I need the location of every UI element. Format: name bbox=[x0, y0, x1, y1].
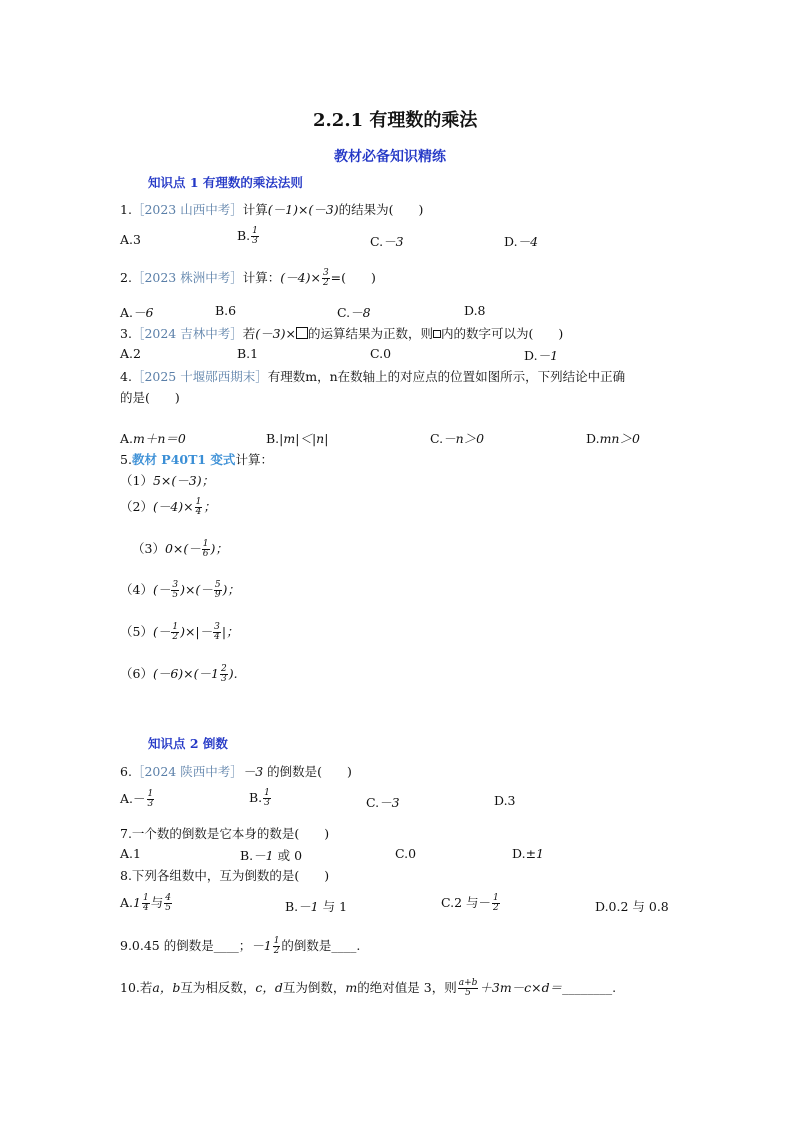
knowledge-point-2: 知识点 2 倒数 bbox=[148, 736, 228, 751]
q6-b-den: 3 bbox=[264, 798, 270, 808]
question-10 bbox=[120, 978, 616, 998]
q3-mid: 的运算结果为正数，则 bbox=[307, 326, 433, 341]
q10-fraction bbox=[458, 979, 479, 998]
q5-2-fraction bbox=[195, 498, 203, 517]
q8-a-den1: 4 bbox=[142, 903, 149, 913]
q3-number: 3. bbox=[120, 326, 132, 341]
q5-4-ad: 5 bbox=[172, 590, 179, 600]
q4-option-c bbox=[430, 429, 484, 447]
q5-textbook-ref: 教材 P40T1 变式 bbox=[131, 452, 236, 467]
q2-source: ［2023 株洲中考］ bbox=[131, 270, 243, 285]
q5-6-tail: ). bbox=[228, 666, 238, 681]
q1-d-value: －4 bbox=[517, 234, 539, 249]
q8-a-fraction-2 bbox=[164, 894, 172, 913]
q3-d-value: －1 bbox=[537, 348, 559, 363]
q7-option-d bbox=[512, 846, 544, 861]
q4-d-value: mn＞0 bbox=[599, 431, 640, 446]
q2-a-value: －6 bbox=[133, 305, 154, 320]
q10-f: m bbox=[345, 980, 358, 995]
q2-fraction bbox=[322, 269, 330, 288]
q8-a-fraction-1 bbox=[142, 894, 150, 913]
q4-b-value: |m|＜|n| bbox=[279, 431, 329, 446]
q9-num: 1 bbox=[273, 936, 280, 946]
q3-option-c: C.0 bbox=[370, 346, 392, 361]
q5-5-ad: 2 bbox=[172, 632, 179, 642]
q8-a-num1: 1 bbox=[142, 893, 149, 903]
q8-c-label: C.2 与－ bbox=[441, 895, 492, 910]
q1-source: ［2023 山西中考］ bbox=[131, 202, 243, 217]
q5-6-a: (－6)×(－1 bbox=[152, 666, 219, 681]
q8-b-tail: 与 1 bbox=[318, 899, 348, 914]
q9-whole: －1 bbox=[251, 938, 272, 953]
q5-5-bd: 4 bbox=[214, 632, 220, 642]
q5-item-3 bbox=[132, 539, 228, 559]
q5-5-a: (－ bbox=[152, 624, 171, 639]
q8-c-fraction bbox=[492, 894, 500, 913]
q8-a-mid: 与 bbox=[150, 895, 164, 910]
q9-part-a: 9.0.45 的倒数是____； bbox=[120, 938, 252, 953]
q4-line1: 有理数m，n在数轴上的对应点的位置如图所示，下列结论中正确 bbox=[267, 369, 626, 384]
q7-option-c: C.0 bbox=[395, 846, 417, 861]
q4-c-label: C. bbox=[430, 431, 444, 446]
q5-4-a: (－ bbox=[152, 582, 171, 597]
q2-pre: 计算： bbox=[242, 270, 281, 285]
q3-source: ［2024 吉林中考］ bbox=[131, 326, 243, 341]
q7-b-value: －1 bbox=[253, 848, 274, 863]
q6-expression: －3 bbox=[242, 764, 264, 779]
q5-5-bn: 3 bbox=[214, 622, 220, 632]
q1-d-label: D. bbox=[504, 234, 518, 249]
q8-a-num2: 4 bbox=[165, 893, 171, 903]
q10-e: 互为倒数， bbox=[282, 980, 346, 995]
question-1 bbox=[120, 200, 423, 218]
q1-b-num: 1 bbox=[252, 226, 258, 236]
q3-option-b: B.1 bbox=[237, 346, 259, 361]
q10-blank: ________. bbox=[562, 980, 617, 995]
q5-5-fraction-a bbox=[171, 623, 179, 642]
q5-4-fraction-b bbox=[214, 581, 222, 600]
q10-g: 的绝对值是 3，则 bbox=[357, 980, 457, 995]
q6-a-den: 3 bbox=[147, 799, 154, 809]
q2-post: =( ) bbox=[330, 270, 376, 285]
q2-option-d: D.8 bbox=[464, 303, 486, 318]
q7-b-tail: 或 0 bbox=[273, 848, 303, 863]
q10-den: 5 bbox=[465, 988, 471, 998]
q7-d-label: D. bbox=[512, 846, 526, 861]
q5-3-fraction bbox=[202, 540, 210, 559]
q3-option-a: A.2 bbox=[120, 346, 141, 361]
q6-post: 的倒数是( ) bbox=[263, 764, 352, 779]
q4-number: 4. bbox=[120, 369, 132, 384]
q6-option-a bbox=[120, 789, 155, 809]
q8-option-a bbox=[120, 893, 173, 913]
q8-option-d: D.0.2 与 0.8 bbox=[595, 899, 669, 914]
q2-expression: (－4)× bbox=[280, 270, 321, 285]
blank-box-icon bbox=[296, 327, 308, 339]
q3-post: 内的数字可以为( ) bbox=[440, 326, 564, 341]
q5-4-an: 3 bbox=[172, 580, 179, 590]
q5-2-tail: ； bbox=[203, 499, 216, 514]
q6-option-b bbox=[249, 789, 272, 808]
q5-item-1 bbox=[120, 471, 214, 489]
q3-option-d bbox=[524, 346, 558, 364]
q5-2-label: （2） bbox=[120, 499, 153, 514]
q5-5-fraction-b bbox=[213, 623, 221, 642]
q8-option-c bbox=[441, 893, 501, 913]
q5-item-2 bbox=[120, 497, 216, 517]
q2-option-c bbox=[337, 303, 371, 321]
q1-b-den: 3 bbox=[252, 236, 258, 246]
q1-pre: 计算 bbox=[242, 202, 268, 217]
q4-d-label: D. bbox=[586, 431, 600, 446]
q1-post: 的结果为( ) bbox=[338, 202, 424, 217]
q5-pre: 计算： bbox=[235, 452, 273, 467]
q5-4-fraction-a bbox=[171, 581, 179, 600]
q5-3-label: （3） bbox=[132, 541, 165, 556]
q1-option-b bbox=[237, 227, 260, 246]
q5-item-6 bbox=[120, 664, 238, 684]
q6-c-label: C. bbox=[366, 795, 380, 810]
q7-d-value: ±1 bbox=[525, 846, 544, 861]
q3-d-label: D. bbox=[524, 348, 538, 363]
q5-6-label: （6） bbox=[120, 666, 153, 681]
q4-a-label: A. bbox=[120, 431, 134, 446]
q5-item-4 bbox=[120, 580, 240, 600]
q4-line2: 的是( ) bbox=[120, 390, 180, 405]
q6-a-label: A.－ bbox=[120, 791, 146, 806]
q6-number: 6. bbox=[120, 764, 132, 779]
question-8: 8.下列各组数中，互为倒数的是( ) bbox=[120, 868, 330, 883]
q2-number: 2. bbox=[120, 270, 132, 285]
question-5 bbox=[120, 450, 273, 468]
q8-option-b bbox=[285, 897, 347, 915]
q2-den: 2 bbox=[322, 278, 329, 288]
q5-number: 5. bbox=[120, 452, 132, 467]
question-3 bbox=[120, 324, 563, 342]
small-box-icon bbox=[433, 330, 441, 338]
q3-pre: 若 bbox=[242, 326, 256, 341]
q8-a-den2: 5 bbox=[165, 903, 171, 913]
knowledge-point-1: 知识点 1 有理数的乘法法则 bbox=[148, 175, 303, 190]
q5-3-tail: )； bbox=[210, 541, 228, 556]
q5-3-den: 6 bbox=[202, 549, 209, 559]
q3-expression: (－3)× bbox=[255, 326, 296, 341]
q1-c-value: －3 bbox=[383, 234, 404, 249]
q5-3-expr: 0×(－ bbox=[164, 541, 201, 556]
question-7: 7.一个数的倒数是它本身的数是( ) bbox=[120, 826, 330, 841]
q8-c-num: 1 bbox=[493, 893, 499, 903]
q7-option-b bbox=[240, 846, 302, 864]
q9-fraction bbox=[273, 937, 281, 956]
q8-c-den: 2 bbox=[493, 903, 499, 913]
q5-4-bn: 5 bbox=[214, 580, 221, 590]
q1-b-fraction bbox=[251, 227, 259, 246]
q6-option-d: D.3 bbox=[494, 793, 516, 808]
q1-option-a: A.3 bbox=[120, 232, 141, 247]
q6-a-fraction bbox=[147, 790, 155, 809]
q6-source: ［2024 陕西中考］ bbox=[131, 764, 243, 779]
q4-option-a bbox=[120, 429, 186, 447]
q10-num: a+b bbox=[458, 978, 478, 988]
q5-2-num: 1 bbox=[195, 497, 202, 507]
q5-4-b: )×(－ bbox=[180, 582, 213, 597]
section-subtitle: 教材必备知识精练 bbox=[334, 149, 446, 165]
q4-option-d bbox=[586, 429, 640, 447]
q8-b-label: B. bbox=[285, 899, 299, 914]
q1-number: 1. bbox=[120, 202, 132, 217]
q7-option-a: A.1 bbox=[120, 846, 141, 861]
q5-5-an: 1 bbox=[172, 622, 179, 632]
q10-c: 互为相反数， bbox=[180, 980, 256, 995]
q5-4-label: （4） bbox=[120, 582, 153, 597]
q8-a-whole: 1 bbox=[133, 895, 141, 910]
q5-5-tail: |； bbox=[221, 624, 239, 639]
q6-b-num: 1 bbox=[264, 788, 270, 798]
q5-item-5 bbox=[120, 622, 239, 642]
q6-c-value: －3 bbox=[379, 795, 400, 810]
q2-c-label: C. bbox=[337, 305, 351, 320]
q2-option-a bbox=[120, 303, 153, 321]
q5-6-num: 2 bbox=[220, 664, 227, 674]
q10-a: 10.若 bbox=[120, 980, 153, 995]
q2-a-label: A. bbox=[120, 305, 134, 320]
q5-4-bd: 9 bbox=[214, 590, 221, 600]
q2-num: 3 bbox=[322, 268, 329, 278]
q5-1-expr: 5×(－3)； bbox=[152, 473, 215, 488]
q1-c-label: C. bbox=[370, 234, 384, 249]
page-title: 2.2.1 有理数的乘法 bbox=[313, 110, 478, 131]
q1-expression: (－1)×(－3) bbox=[267, 202, 339, 217]
q5-1-label: （1） bbox=[120, 473, 153, 488]
q6-option-c bbox=[366, 793, 400, 811]
q4-a-value: m＋n＝0 bbox=[133, 431, 186, 446]
q2-option-b: B.6 bbox=[215, 303, 237, 318]
q5-6-den: 3 bbox=[220, 674, 227, 684]
q8-b-value: －1 bbox=[298, 899, 319, 914]
q8-a-label: A. bbox=[120, 895, 134, 910]
q6-a-num: 1 bbox=[147, 789, 154, 799]
question-4 bbox=[120, 367, 625, 385]
q5-3-num: 1 bbox=[202, 539, 209, 549]
q1-option-d bbox=[504, 232, 538, 250]
q1-b-label: B. bbox=[237, 228, 251, 243]
q5-4-tail: )； bbox=[222, 582, 240, 597]
q5-6-fraction bbox=[220, 665, 228, 684]
question-9 bbox=[120, 936, 360, 956]
q9-part-b: 的倒数是____. bbox=[281, 938, 361, 953]
q10-d: c，d bbox=[255, 980, 283, 995]
q5-2-den: 4 bbox=[195, 507, 202, 517]
q5-2-expr: (－4)× bbox=[152, 499, 194, 514]
q6-b-label: B. bbox=[249, 790, 263, 805]
q5-5-label: （5） bbox=[120, 624, 153, 639]
q1-option-c bbox=[370, 232, 404, 250]
q9-den: 2 bbox=[273, 946, 280, 956]
q7-b-label: B. bbox=[240, 848, 254, 863]
question-2 bbox=[120, 268, 376, 288]
q4-c-value: －n＞0 bbox=[443, 431, 485, 446]
q2-c-value: －8 bbox=[350, 305, 371, 320]
q5-5-b: )×|－ bbox=[180, 624, 213, 639]
q10-b: a，b bbox=[152, 980, 181, 995]
question-6 bbox=[120, 762, 352, 780]
q10-h: ＋3m－c×d＝ bbox=[479, 980, 563, 995]
q4-source: ［2025 十堰郧西期末］ bbox=[131, 369, 268, 384]
q4-option-b bbox=[266, 429, 328, 447]
q4-b-label: B. bbox=[266, 431, 280, 446]
q6-b-fraction bbox=[263, 789, 271, 808]
